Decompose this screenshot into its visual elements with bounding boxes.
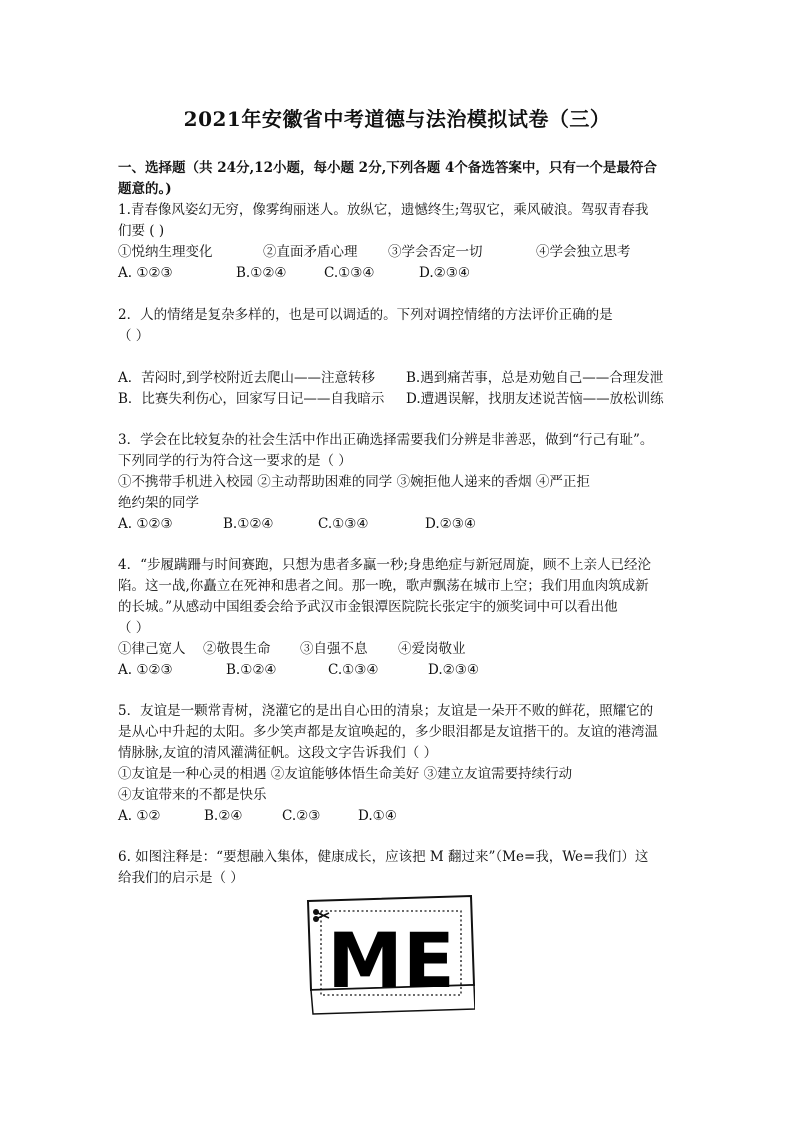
q4-choices	[118, 660, 678, 681]
q5-choice-c: C.②③	[282, 808, 321, 824]
q1-choices	[118, 263, 678, 284]
q4-choice-b: B.①②④	[226, 662, 277, 678]
q1-item-2: ②直面矛盾心理	[263, 244, 358, 260]
q3-line1: 3．学会在比较复杂的社会生活中作出正确选择需要我们分辨是非善恶，做到“行己有耻”。	[118, 432, 654, 448]
q2-choice-b: B.遇到痛苦事，总是劝勉自己——合理发泄	[406, 370, 664, 386]
q4-items	[118, 639, 678, 660]
q4-line1: 4．“步履蹒跚与时间赛跑，只想为患者多赢一秒;身患绝症与新冠周旋，顾不上亲人已经沦	[118, 557, 652, 573]
q3-line2: 下列同学的行为符合这一要求的是（ ）	[118, 453, 352, 469]
section-heading-line1: 一、选择题（共 24分,12小题，每小题 2分,下列各题 4个备选答案中，只有一个是最符合	[118, 160, 657, 176]
q3-choice-d: D.②③④	[425, 516, 476, 532]
q1-item-3: ③学会否定一切	[388, 244, 483, 260]
q5-line4: ①友谊是一种心灵的相遇 ②友谊能够体悟生命美好 ③建立友谊需要持续行动	[118, 766, 573, 782]
q6-line1: 6. 如图注释是：“要想融入集体，健康成长，应该把 M 翻过来”（Me=我，We=我们）这	[118, 849, 649, 865]
q1-choice-a: A. ①②③	[118, 265, 173, 281]
q3-line4: 绝约架的同学	[118, 495, 199, 511]
q5-line2: 是从心中升起的太阳。多少笑声都是友谊唤起的，多少眼泪都是友谊揩干的。友谊的港湾温	[118, 724, 658, 740]
me-tag-illustration	[303, 893, 475, 1023]
q3-choice-c: C.①③④	[318, 516, 369, 532]
q5-choice-b: B.②④	[204, 808, 243, 824]
q4-line4: （ ）	[118, 620, 150, 636]
q2-choice-a: A．苦闷时,到学校附近去爬山——注意转移	[118, 370, 376, 386]
q3-choice-b: B.①②④	[223, 516, 274, 532]
q4-item-2: ②敬畏生命	[203, 641, 271, 657]
q2-choice-c: B．比赛失利伤心，回家写日记——自我暗示	[118, 391, 385, 407]
q1-choice-d: D.②③④	[419, 265, 470, 281]
q5-line1: 5．友谊是一颗常青树，浇灌它的是出自心田的清泉；友谊是一朵开不败的鲜花，照耀它的	[118, 703, 654, 719]
q1-items	[118, 242, 678, 263]
section-heading-line2: 题意的。)	[118, 181, 172, 197]
q1-line1: 1.青春像风姿幻无穷，像雾绚丽迷人。放纵它，遗憾终生;驾驭它，乘风破浪。驾驭青春我	[118, 202, 649, 218]
q5-choice-a: A. ①②	[118, 808, 161, 824]
q5-line3: 情脉脉,友谊的清风灌满征帆。这段文字告诉我们（ ）	[118, 745, 438, 761]
q2-line2: （ ）	[118, 328, 150, 344]
q3-line3: ①不携带手机进入校园 ②主动帮助困难的同学 ③婉拒他人递来的香烟 ④严正拒	[118, 474, 590, 490]
q5-choices	[118, 806, 678, 827]
q1-item-1: ①悦纳生理变化	[118, 244, 213, 260]
exam-title: 2021年安徽省中考道德与法治模拟试卷（三）	[183, 107, 611, 131]
q2-choices-row2	[118, 389, 678, 410]
q4-choice-d: D.②③④	[428, 662, 479, 678]
q4-choice-a: A. ①②③	[118, 662, 173, 678]
q5-line5: ④友谊带来的不都是快乐	[118, 787, 267, 803]
q4-line2: 陷。这一战,你矗立在死神和患者之间。那一晚，歌声飘荡在城市上空；我们用血肉筑成新	[118, 578, 649, 594]
q2-choice-d: D.遭遇误解，找朋友述说苦恼——放松训练	[406, 391, 664, 407]
q4-item-3: ③自强不息	[300, 641, 368, 657]
q4-choice-c: C.①③④	[328, 662, 379, 678]
q2-line1: 2．人的情绪是复杂多样的，也是可以调适的。下列对调控情绪的方法评价正确的是	[118, 307, 613, 323]
q1-item-4: ④学会独立思考	[536, 244, 631, 260]
q5-choice-d: D.①④	[358, 808, 397, 824]
q3-choice-a: A. ①②③	[118, 516, 173, 532]
q4-item-4: ④爱岗敬业	[398, 641, 466, 657]
q1-choice-b: B.①②④	[236, 265, 287, 281]
q6-line2: 给我们的启示是（ ）	[118, 870, 244, 886]
me-tag-figure	[303, 893, 475, 1023]
q4-line3: 的长城。”从感动中国组委会给予武汉市金银潭医院院长张定宇的颁奖词中可以看出他	[118, 599, 618, 615]
me-text: ME	[327, 916, 455, 1005]
q1-choice-c: C.①③④	[324, 265, 375, 281]
q4-item-1: ①律己宽人	[118, 641, 186, 657]
q1-line2: 们要 ( )	[118, 223, 165, 239]
q2-choices-row1	[118, 368, 678, 389]
q3-choices	[118, 514, 678, 535]
